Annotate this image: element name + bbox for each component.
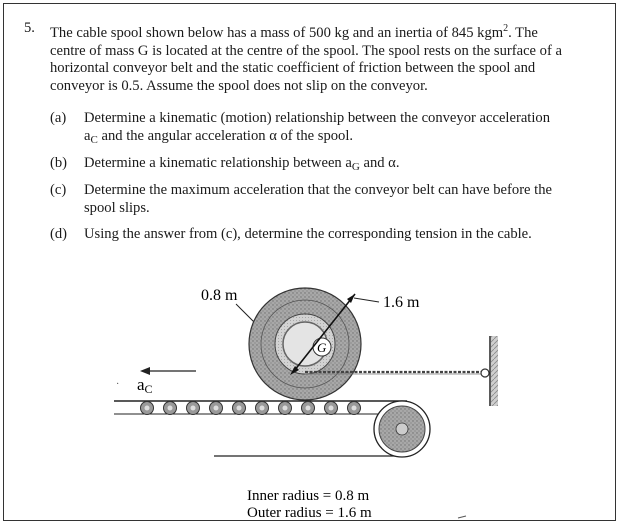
stem-line-3: horizontal conveyor belt and the static coefficient of friction between the spool and: [50, 60, 536, 76]
stem-line-4: conveyor is 0.5. Assume the spool does not slip on the conveyor.: [50, 77, 428, 94]
spool-diagram: [4, 244, 616, 521]
outer-radius-label: 1.6 m: [383, 294, 420, 311]
stem-line-1: The cable spool shown below has a mass of 500 kg and an inertia of 845 kgm$^2$. The: [50, 23, 538, 41]
roller-8-hub: [306, 406, 311, 411]
stray-mark: ·: [116, 379, 120, 390]
part-a-label: (a): [50, 110, 67, 126]
roller-1-hub: [145, 406, 150, 411]
roller-10-hub: [352, 406, 357, 411]
small-rollers: [141, 402, 361, 415]
roller-6-hub: [260, 406, 265, 411]
roller-5-hub: [237, 406, 242, 411]
accel-label: aC: [137, 375, 153, 396]
wall-hatch: [491, 336, 498, 406]
part-c-label: (c): [50, 182, 67, 198]
outer-radius-leader: [354, 298, 379, 302]
part-b-label: (b): [50, 155, 68, 171]
part-c-text: Determine the maximum acceleration that the conveyor belt can have before the spool slips.: [84, 182, 553, 216]
part-d-label: (d): [50, 226, 68, 242]
end-pulley-hub: [396, 423, 408, 435]
caption-outer-radius: Outer radius = 1.6 m: [247, 505, 372, 521]
part-d-text: Using the answer from (c), determine the corresponding tension in the cable.: [84, 226, 532, 242]
question-stem: [50, 20, 606, 95]
roller-4-hub: [214, 406, 219, 411]
roller-2-hub: [168, 406, 173, 411]
inner-radius-label: 0.8 m: [201, 287, 238, 304]
stem-line-2: centre of mass G is located at the centre of the spool. The spool rests on the surface of a: [50, 42, 562, 59]
stray-tick: [458, 516, 466, 518]
question-number: 5.: [24, 20, 35, 36]
part-a-text: Determine a kinematic (motion) relationship between the conveyor acceleration $a_C$ and the angular acceleration α of the spool.: [84, 110, 550, 146]
cable-anchor: [481, 369, 489, 377]
center-label: G: [317, 340, 327, 355]
accel-arrowhead: [140, 367, 150, 375]
page-frame: [3, 3, 616, 521]
part-b-text: Determine a kinematic relationship between $a_G$ and α.: [84, 155, 400, 173]
roller-3-hub: [191, 406, 196, 411]
roller-7-hub: [283, 406, 288, 411]
caption-inner-radius: Inner radius = 0.8 m: [247, 488, 370, 504]
roller-9-hub: [329, 406, 334, 411]
stem-superscript: 2: [503, 23, 509, 34]
